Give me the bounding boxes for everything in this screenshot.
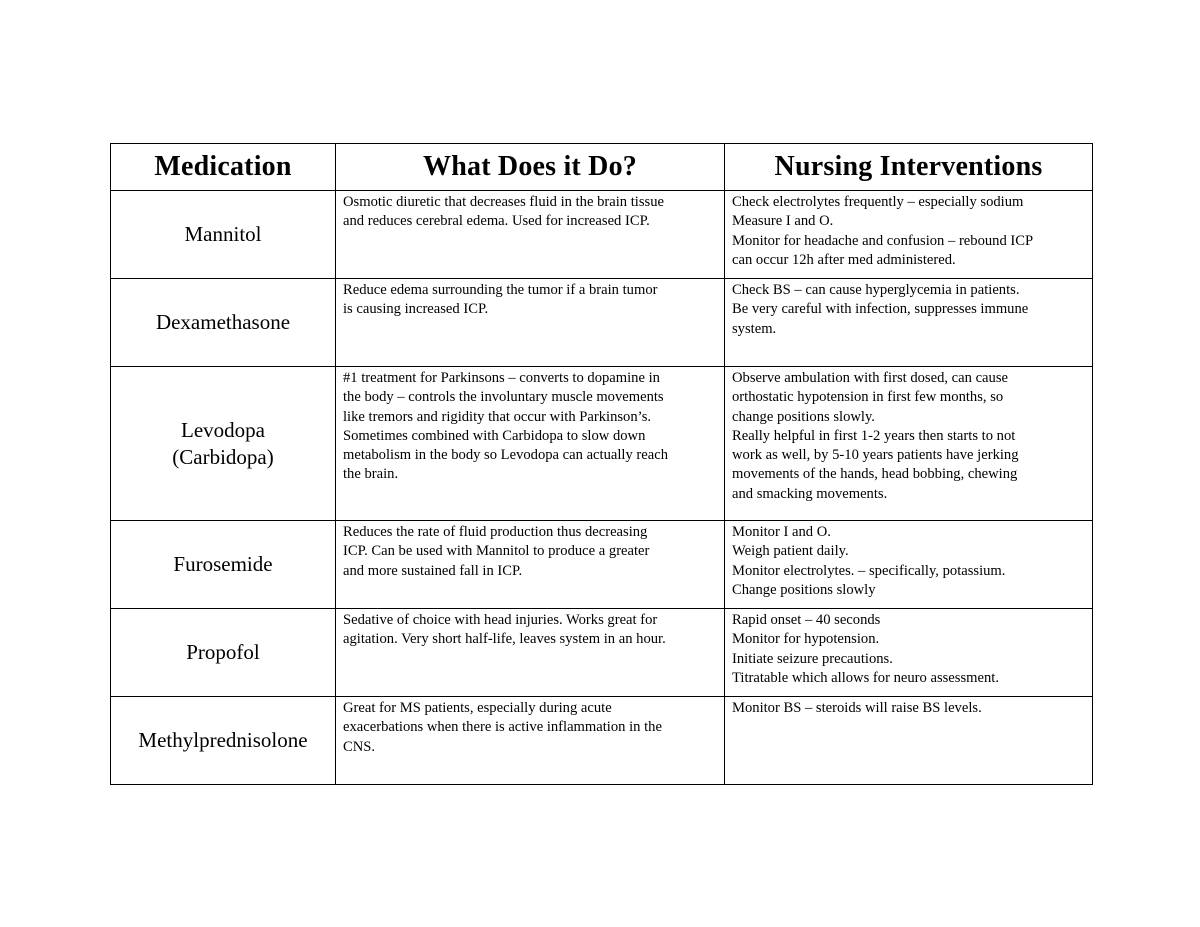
intervention-line: Be very careful with infection, suppresses immune — [732, 301, 1029, 318]
medication-name — [111, 609, 336, 697]
medication-table — [110, 143, 1093, 785]
header-medication: Medication — [111, 144, 336, 191]
action-line: Osmotic diuretic that decreases fluid in the brain tissue — [343, 194, 664, 210]
action-description — [336, 697, 725, 785]
intervention-line: and smacking movements. — [732, 485, 888, 502]
table-row — [111, 367, 1093, 521]
header-row — [111, 144, 1093, 191]
action-line: #1 treatment for Parkinsons – converts to dopamine in — [343, 370, 660, 386]
intervention-line: Monitor for headache and confusion – rebound ICP — [732, 232, 1034, 249]
nursing-interventions — [725, 279, 1093, 367]
table-row — [111, 279, 1093, 367]
action-line: agitation. Very short half-life, leaves system in an hour. — [343, 631, 666, 648]
intervention-line: Monitor BS – steroids will raise BS levels. — [732, 700, 982, 716]
header-what-does-it-do: What Does it Do? — [336, 144, 725, 191]
nursing-interventions — [725, 609, 1093, 697]
action-line: and reduces cerebral edema. Used for increased ICP. — [343, 213, 650, 230]
nursing-interventions — [725, 521, 1093, 609]
action-line: metabolism in the body so Levodopa can actually reach — [343, 447, 669, 464]
table-row — [111, 521, 1093, 609]
medication-name — [111, 191, 336, 279]
action-line: the body – controls the involuntary muscle movements — [343, 389, 664, 406]
medication-name-line: Propofol — [186, 640, 260, 664]
medication-name-line: Mannitol — [184, 222, 262, 246]
intervention-line: Really helpful in first 1-2 years then starts to not — [732, 427, 1016, 444]
intervention-line: Check BS – can cause hyperglycemia in patients. — [732, 282, 1020, 298]
action-line: exacerbations when there is active inflammation in the — [343, 719, 662, 736]
nursing-interventions — [725, 191, 1093, 279]
medication-name — [111, 521, 336, 609]
intervention-line: Weigh patient daily. — [732, 543, 849, 560]
intervention-line: system. — [732, 320, 777, 337]
intervention-line: Initiate seizure precautions. — [732, 650, 893, 667]
action-line: the brain. — [343, 466, 399, 483]
intervention-line: Measure I and O. — [732, 213, 834, 230]
action-line: Sedative of choice with head injuries. Works great for — [343, 612, 658, 628]
intervention-line: Monitor electrolytes. – specifically, potassium. — [732, 562, 1006, 579]
intervention-line: Titratable which allows for neuro assessment. — [732, 669, 999, 686]
action-description — [336, 609, 725, 697]
medication-name-line: Methylprednisolone — [138, 728, 308, 752]
table-row — [111, 609, 1093, 697]
medication-name-line: Dexamethasone — [155, 310, 291, 334]
table-row — [111, 697, 1093, 785]
intervention-line: Rapid onset – 40 seconds — [732, 612, 881, 628]
action-line: like tremors and rigidity that occur with Parkinson’s. — [343, 408, 652, 425]
action-line: ICP. Can be used with Mannitol to produce a greater — [343, 543, 650, 560]
action-line: Great for MS patients, especially during acute — [343, 700, 612, 716]
intervention-line: Observe ambulation with first dosed, can cause — [732, 370, 1008, 386]
intervention-line: work as well, by 5-10 years patients have jerking — [732, 447, 1019, 464]
medication-name — [111, 367, 336, 521]
action-description — [336, 279, 725, 367]
intervention-line: change positions slowly. — [732, 408, 875, 425]
intervention-line: Check electrolytes frequently – especially sodium — [732, 194, 1024, 210]
intervention-line: Monitor I and O. — [732, 524, 831, 540]
action-description — [336, 521, 725, 609]
intervention-line: movements of the hands, head bobbing, chewing — [732, 466, 1018, 483]
nursing-interventions — [725, 697, 1093, 785]
medication-name-line: Furosemide — [173, 552, 273, 576]
intervention-line: Monitor for hypotension. — [732, 631, 880, 648]
action-line: CNS. — [343, 738, 376, 755]
medication-name-line: Levodopa — [181, 417, 265, 442]
action-line: Reduces the rate of fluid production thus decreasing — [343, 524, 648, 540]
intervention-line: Change positions slowly — [732, 581, 876, 598]
action-line: Sometimes combined with Carbidopa to slow down — [343, 427, 646, 444]
action-line: and more sustained fall in ICP. — [343, 562, 523, 579]
action-description — [336, 191, 725, 279]
medication-name — [111, 279, 336, 367]
intervention-line: can occur 12h after med administered. — [732, 251, 956, 268]
medication-name — [111, 697, 336, 785]
action-line: is causing increased ICP. — [343, 301, 489, 318]
header-nursing-interventions: Nursing Interventions — [725, 144, 1093, 191]
action-line: Reduce edema surrounding the tumor if a brain tumor — [343, 282, 658, 298]
medication-name-line: (Carbidopa) — [172, 444, 274, 469]
table-row — [111, 191, 1093, 279]
intervention-line: orthostatic hypotension in first few months, so — [732, 389, 1004, 406]
nursing-interventions — [725, 367, 1093, 521]
action-description — [336, 367, 725, 521]
